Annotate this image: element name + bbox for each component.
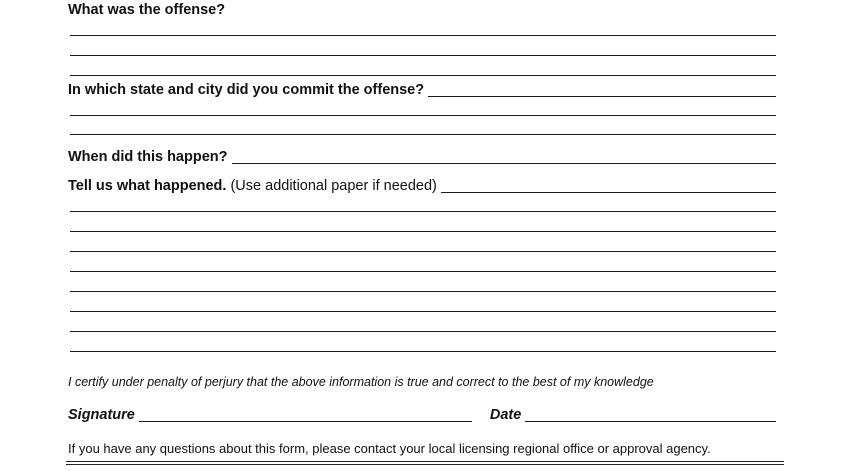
happened-answer-line[interactable] <box>70 251 776 252</box>
date-label: Date <box>489 407 522 423</box>
when-label: When did this happen? <box>68 149 228 165</box>
happened-answer-line[interactable] <box>70 211 776 212</box>
happened-answer-line[interactable] <box>70 311 776 312</box>
location-question-row <box>68 80 776 98</box>
offense-answer-line-3[interactable] <box>70 75 776 76</box>
signature-date-row <box>68 405 776 423</box>
happened-question-row <box>68 176 776 194</box>
location-answer-line-3[interactable] <box>70 134 776 135</box>
happened-answer-line[interactable] <box>70 291 776 292</box>
offense-answer-line-1[interactable] <box>70 35 776 36</box>
happened-answer-line[interactable] <box>70 231 776 232</box>
when-question-row <box>68 147 776 165</box>
footer-contact-note: If you have any questions about this form, please contact your local licensing regional office or approval agency. <box>68 441 711 456</box>
signature-label: Signature <box>68 407 135 423</box>
location-answer-line-2[interactable] <box>70 115 776 116</box>
signature-line[interactable] <box>139 421 472 422</box>
offense-question-row <box>68 0 776 18</box>
location-answer-line-inline[interactable] <box>428 96 776 97</box>
offense-label: What was the offense? <box>68 2 226 18</box>
happened-label: Tell us what happened. (Use additional paper if needed) <box>68 178 437 194</box>
location-label: In which state and city did you commit the offense? <box>68 82 425 98</box>
offense-answer-line-2[interactable] <box>70 55 776 56</box>
happened-note: (Use additional paper if needed) <box>226 178 437 194</box>
happened-answer-line[interactable] <box>70 351 776 352</box>
certification-statement: I certify under penalty of perjury that the above information is true and correct to the best of my knowledge <box>68 375 654 389</box>
happened-answer-line[interactable] <box>70 331 776 332</box>
date-line[interactable] <box>525 421 776 422</box>
footer-rule-top <box>66 461 784 462</box>
footer-rule-bottom <box>66 464 784 465</box>
happened-answer-line-inline[interactable] <box>441 192 776 193</box>
when-answer-line[interactable] <box>232 163 777 164</box>
happened-answer-line[interactable] <box>70 271 776 272</box>
